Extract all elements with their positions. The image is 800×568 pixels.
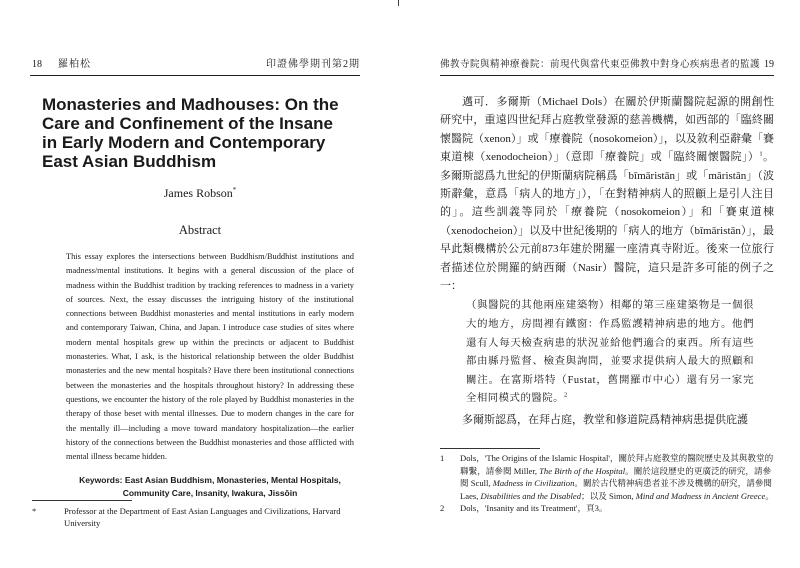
right-page bbox=[400, 0, 800, 568]
article-title: Monasteries and Madhouses: On the Care and Confinement of the Insane in Early Modern and Contemporary East Asian Buddhism bbox=[42, 95, 339, 171]
footnote-ref: 1 bbox=[759, 150, 763, 158]
keywords-label: Keywords: bbox=[79, 475, 123, 485]
footnote-mark: * bbox=[32, 506, 37, 516]
cited-title: Madness in Civilization bbox=[492, 478, 575, 488]
footnote-item bbox=[440, 452, 774, 502]
abstract-body: This essay explores the intersections between Buddhism/Buddhist institutions and madness/mental institutions. It begins with a general discussion of the place of madness within the Buddhist tradition by tracking references to madness in a variety of sources. Next, the essay discusses the intriguing history of the institutional connections between Buddhist monasteries and mental institutions in early modern and contemporary Taiwan, China, and Japan. I introduce case studies of sites where modern mental hospitals grew up within the precincts or adjacent to Buddhist monasteries. What, I ask, is the historical relationship between the older Buddhist monasteries and the new mental hospitals? Have there been institutional connections between the monasteries and the hospitals throughout history? In addressing these questions, we encounter the history of the role played by Buddhist monasteries in the therapy of those beset with mental illnesses. Due to modern changes in the care for the mentally ill—including a move toward mandatory hospitalization—the earlier history of the connections between the Buddhist monasteries and those afflicted with mental illness became hidden. bbox=[66, 252, 354, 462]
author-name: James Robson bbox=[163, 186, 233, 200]
keywords-list: East Asian Buddhism, Monasteries, Mental Hospitals, Community Care, Insanity, Iwakura, Jissōin bbox=[122, 475, 341, 498]
cited-title: The Birth of the Hospital bbox=[539, 465, 626, 476]
cited-title: Mind and Madness in Ancient Greece bbox=[635, 490, 766, 501]
article-author bbox=[0, 186, 400, 201]
header-journal: 印證佛學期刊第2期 bbox=[266, 59, 360, 70]
footnote-ref: 2 bbox=[564, 391, 568, 399]
footnote-number: 1 bbox=[440, 453, 445, 463]
paragraph-text: 邁可．多爾斯（Michael Dols）在關於伊斯蘭醫院起源的開創性研究中，重遠四世紀拜占庭教堂發源的慈善機構，如西部的「臨終關懷醫院（xenon）」或「療養院（nosokomeion）」，以及敘利亞辭彙「賽東道棟（xenodocheion）」（意即「療養院」或「臨終關懷醫院」） bbox=[440, 96, 774, 164]
footnote-text: ；以及 Simon, bbox=[581, 490, 636, 501]
footnotes bbox=[440, 452, 774, 515]
footnote-rule bbox=[32, 500, 132, 501]
footnote-text: Dols，'Insanity and its Treatment'，頁3。 bbox=[460, 503, 608, 513]
right-page-number: 19 bbox=[764, 59, 774, 70]
author-footnote-mark: * bbox=[232, 186, 237, 194]
quote-text: （與醫院的其他兩座建築物）相鄰的第三座建築物是一個很大的地方，房間裡有鐵窗：作爲監護精神病患的地方。他們還有人每天檢查病患的狀況並給他們適合的東西。所有這些都由縣丹監督、檢查與詢問，並要求提供病人最大的照顧和關注。在富斯塔特（Fustat，舊開羅市中心）還有另一家完全相同模式的醫院。 bbox=[466, 300, 754, 405]
footnote-text: 。 bbox=[765, 490, 774, 501]
footnote-number: 2 bbox=[440, 503, 445, 513]
header-author: 羅柏松 bbox=[58, 59, 91, 70]
footnote-text: Professor at the Department of East Asian Languages and Civilizations, Harvard University bbox=[64, 506, 341, 528]
footnote-text: 。關於古代精神病患者並不涉及機構的研究，請參閱 Laes, bbox=[460, 478, 773, 501]
author-footnote bbox=[32, 505, 362, 529]
left-page-number: 18 bbox=[32, 59, 42, 70]
paragraph-text-cont: 。多爾斯認爲九世紀的伊斯蘭病院稱爲「bīmāristān」或「māristān」（波斯辭彙，意爲「病人的地方」），「在對精神病人的照顧上是引人注目的」。這些訓義等同於「療養院（nosokomeion）」和「賽東道棟（xenodocheion）」以及中世紀後期的「病人的地方（bīmāristān）」，最早此類機構於公元前873年建於開羅一座清真寺附近。後來一位旅行者描述位於開羅的納西爾（Nasir）醫院，這只是許多可能的例子之一： bbox=[440, 151, 774, 293]
footnote-rule bbox=[440, 448, 540, 449]
cited-title: Disabilities and the Disabled bbox=[480, 490, 582, 501]
header-rule bbox=[30, 75, 360, 76]
header-rule bbox=[440, 75, 774, 76]
paragraph: 多爾斯認爲，在拜占庭，教堂和修道院爲精神病患提供庇護 bbox=[462, 414, 748, 427]
footnote-item bbox=[440, 502, 774, 515]
left-running-header bbox=[32, 58, 360, 72]
body-text bbox=[440, 93, 774, 429]
running-title: 佛教寺院與精神療養院：前現代與當代東亞佛教中對身心疾病患者的監護 bbox=[440, 60, 761, 70]
abstract-heading: Abstract bbox=[178, 223, 222, 237]
right-running-header bbox=[440, 58, 774, 72]
block-quote bbox=[440, 297, 774, 409]
footnote-text: 。關於這段歷史的更廣泛的研究，請參閱 Scull, bbox=[460, 465, 772, 488]
footnote-text: Dols，'The Origins of the Islamic Hospital'，關於拜占庭教堂的醫院歷史及其與教堂的聯繫，請參閱 Miller, bbox=[460, 453, 774, 476]
keywords bbox=[66, 474, 354, 499]
paragraph bbox=[440, 93, 774, 295]
